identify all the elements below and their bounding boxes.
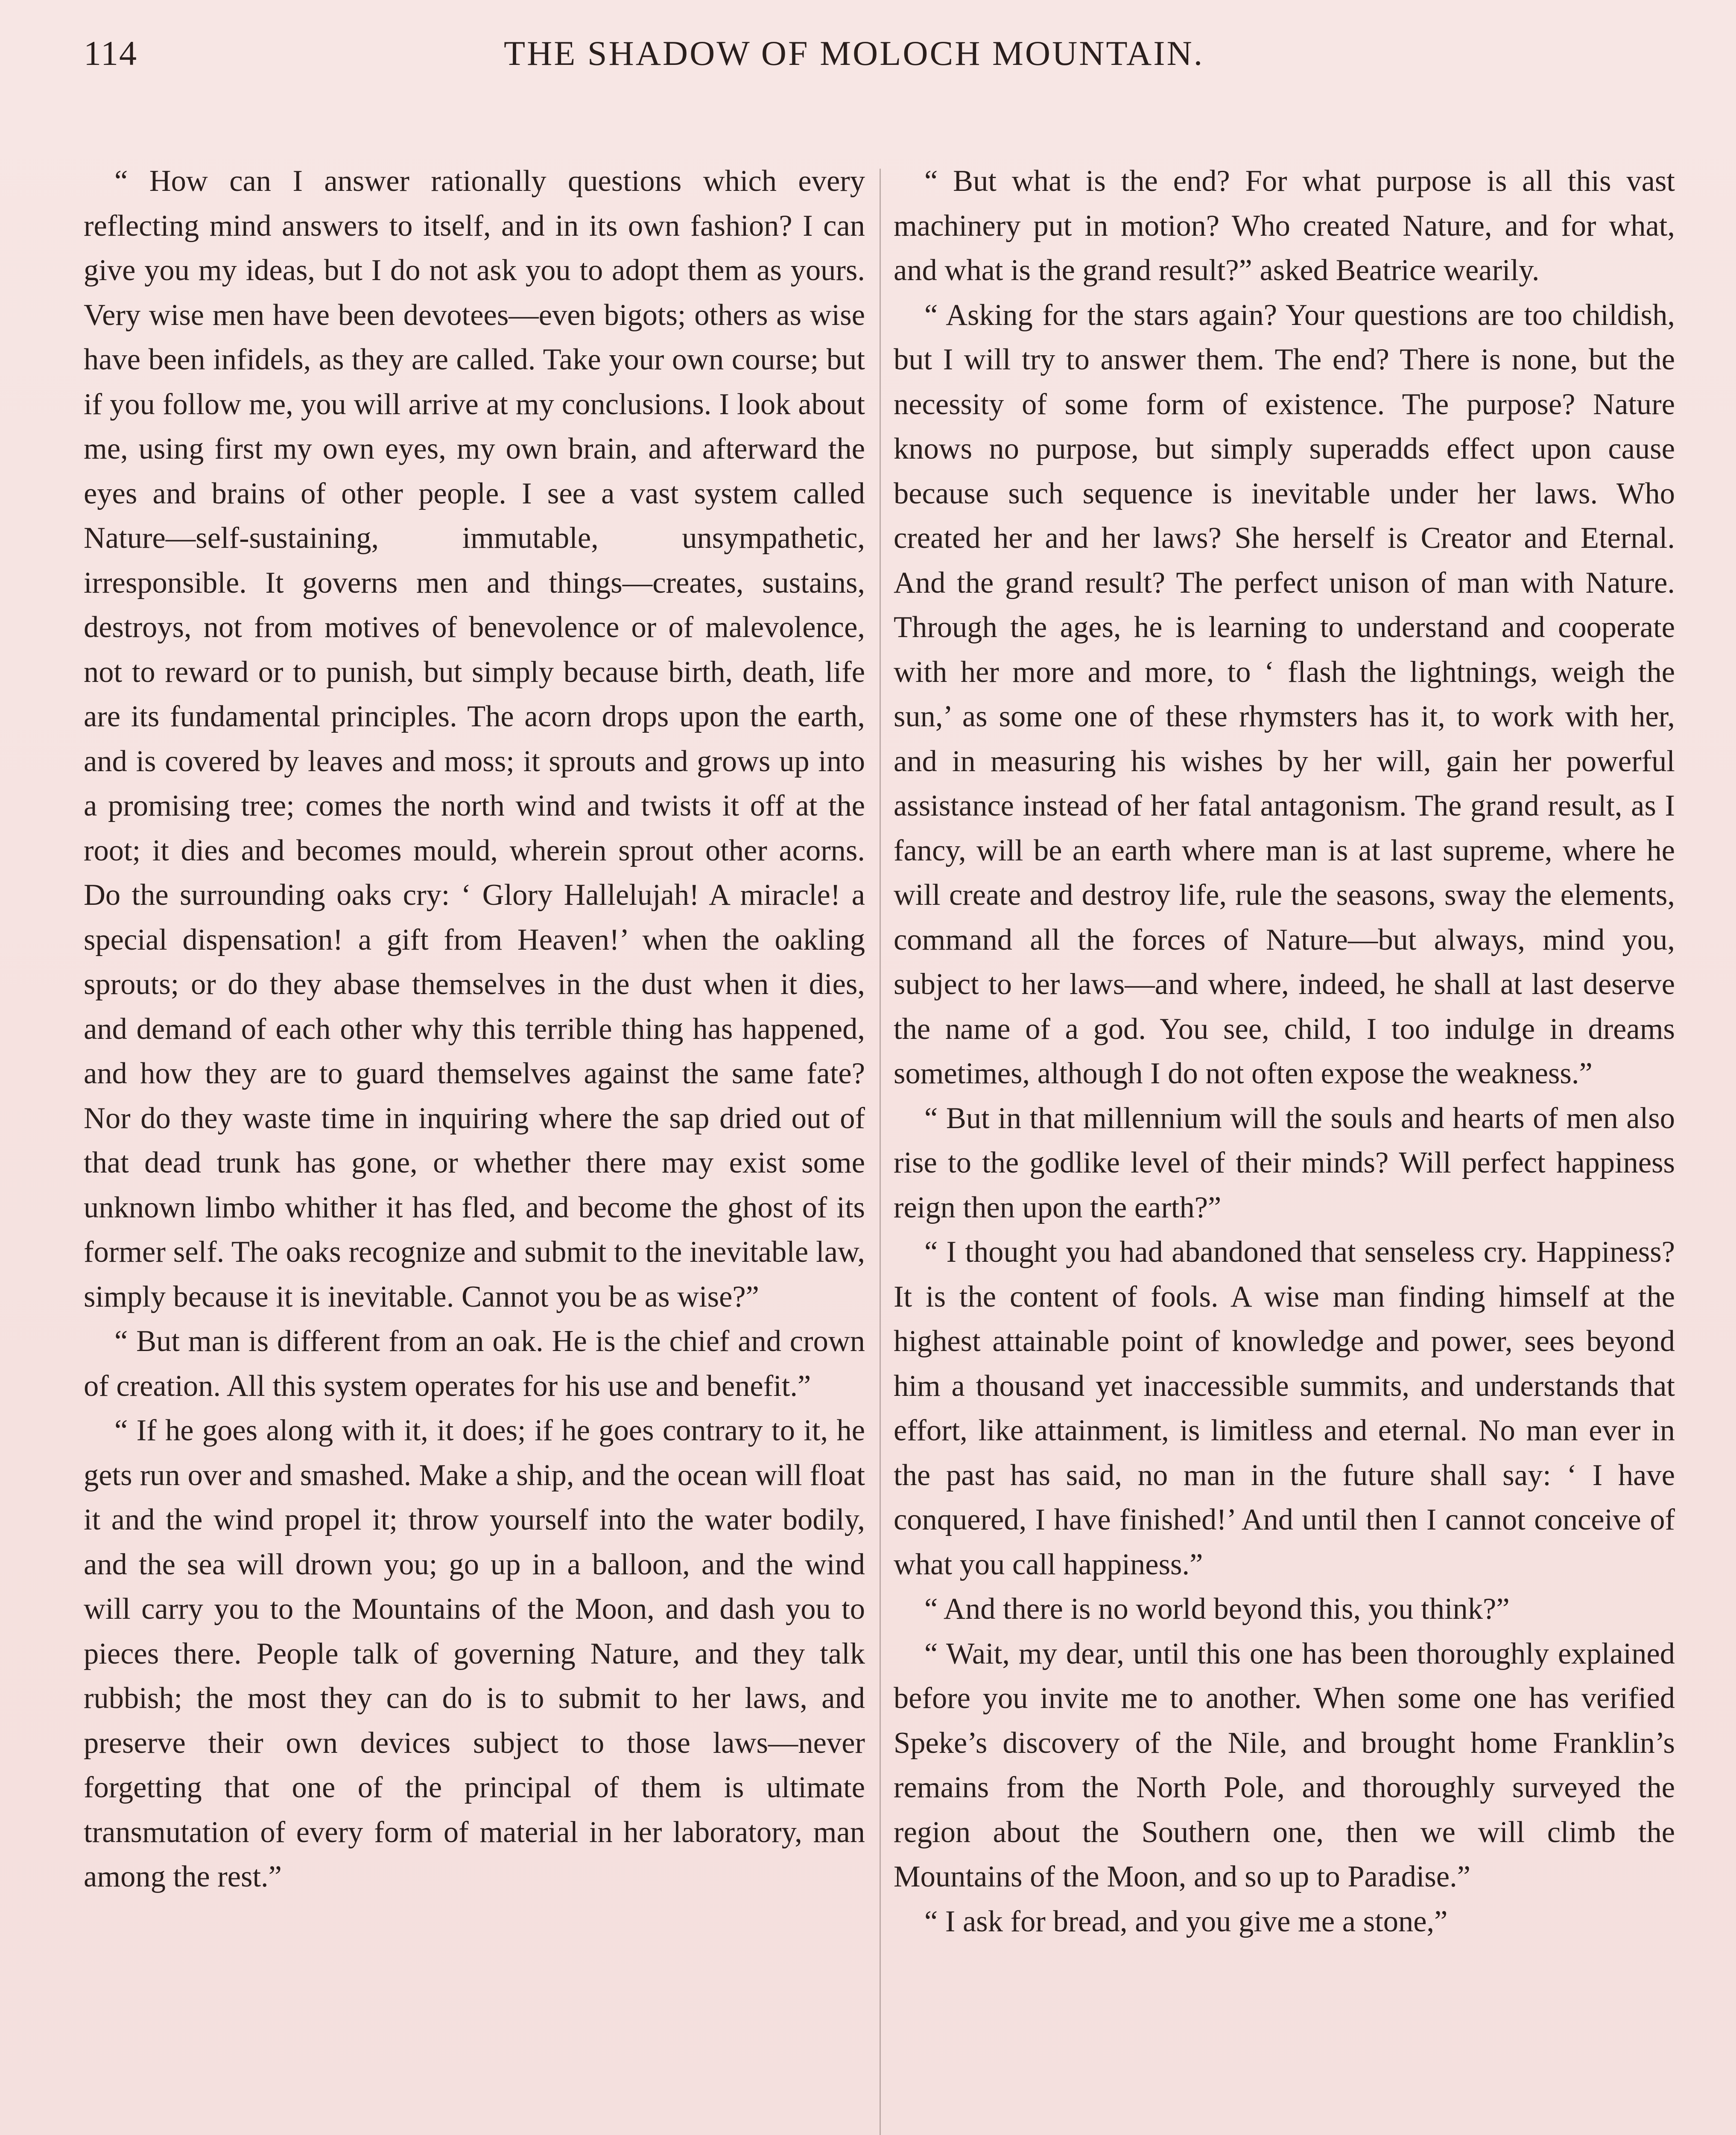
paragraph: “ Asking for the stars again? Your questions are too childish, but I will try to answer them. The end? There is none, but the necessity of some form of existence. The purpose? Nature knows no purpose, but simply superadds effect upon cause because such sequence is inevitable under her laws. Who created her and her laws? She herself is Creator and Eternal. And the grand result? The perfect unison of man with Nature. Through the ages, he is learning to understand and cooperate with her more and more, to ‘ flash the lightnings, weigh the sun,’ as some one of these rhymsters has it, to work with her, and in measuring his wishes by her will, gain her powerful assistance instead of her fatal antagonism. The grand result, as I fancy, will be an earth where man is at last supreme, where he will create and destroy life, rule the seasons, sway the elements, command all the forces of Nature—but always, mind you, subject to her laws—and where, indeed, he shall at last deserve the name of a god. You see, child, I too indulge in dreams sometimes, although I do not often expose the weakness.” [894, 298, 1675, 1090]
paragraph: “ I ask for bread, and you give me a stone,” [924, 1904, 1448, 1938]
running-title: THE SHADOW OF MOLOCH MOUNTAIN. [504, 34, 1204, 73]
paragraph: “ But in that millennium will the souls and hearts of men also rise to the godlike level of their minds? Will perfect happiness reign then upon the earth?” [894, 1101, 1675, 1224]
page-number: 114 [84, 34, 137, 73]
left-column [84, 159, 865, 1899]
paragraph: “ Wait, my dear, until this one has been thoroughly explained before you invite me to another. When some one has verified Speke’s discovery of the Nile, and brought home Franklin’s remains from the North Pole, and thoroughly surveyed the region about the Southern one, then we will climb the Mountains of the Moon, and so up to Paradise.” [894, 1637, 1675, 1893]
paragraph: “ If he goes along with it, it does; if he goes contrary to it, he gets run over and smashed. Make a ship, and the ocean will float it and the wind propel it; throw yourself into the water bodily, and the sea will drown you; go up in a balloon, and the wind will carry you to the Mountains of the Moon, and dash you to pieces there. People talk of governing Nature, and they talk rubbish; the most they can do is to submit to her laws, and preserve their own devices subject to those laws—never forgetting that one of the principal of them is ultimate transmutation of every form of material in her laboratory, man among the rest.” [84, 1414, 865, 1893]
paragraph: “ But man is different from an oak. He is the chief and crown of creation. All this system operates for his use and benefit.” [84, 1325, 865, 1403]
paragraph: “ And there is no world beyond this, you think?” [924, 1592, 1510, 1626]
column-divider [880, 169, 881, 2135]
page-header [0, 33, 1736, 85]
paragraph: “ How can I answer rationally questions which every reflecting mind answers to itself, and in its own fashion? I can give you my ideas, but I do not ask you to adopt them as yours. Very wise men have been devotees—even bigots; others as wise have been infidels, as they are called. Take your own course; but if you follow me, you will arrive at my conclusions. I look about me, using first my own eyes, my own brain, and afterward the eyes and brains of other people. I see a vast system called Nature—self-sustaining, immutable, unsympathetic, irresponsible. It governs men and things—creates, sustains, destroys, not from motives of benevolence or of malevolence, not to reward or to punish, but simply because birth, death, life are its fundamental principles. The acorn drops upon the earth, and is covered by leaves and moss; it sprouts and grows up into a promising tree; comes the north wind and twists it off at the root; it dies and becomes mould, wherein sprout other acorns. Do the surrounding oaks cry: ‘ Glory Hallelujah! A miracle! a special dispensation! a gift from Heaven!’ when the oakling sprouts; or do they abase themselves in the dust when it dies, and demand of each other why this terrible thing has happened, and how they are to guard themselves against the same fate? Nor do they waste time in inquiring where the sap dried out of that dead trunk has gone, or whether there may exist some unknown limbo whither it has fled, and become the ghost of its former self. The oaks recognize and submit to the inevitable law, simply because it is inevitable. Cannot you be as wise?” [84, 164, 865, 1313]
paragraph: “ I thought you had abandoned that senseless cry. Happiness? It is the content of fools. A wise man finding himself at the highest attainable point of knowledge and power, sees beyond him a thousand yet inaccessible summits, and understands that effort, like attainment, is limitless and eternal. No man ever in the past has said, no man in the future shall say: ‘ I have conquered, I have finished!’ And until then I cannot conceive of what you call happiness.” [894, 1235, 1675, 1581]
right-column [894, 159, 1675, 1944]
paragraph: “ But what is the end? For what purpose is all this vast machinery put in motion? Who created Nature, and for what, and what is the grand result?” asked Beatrice wearily. [894, 164, 1675, 287]
